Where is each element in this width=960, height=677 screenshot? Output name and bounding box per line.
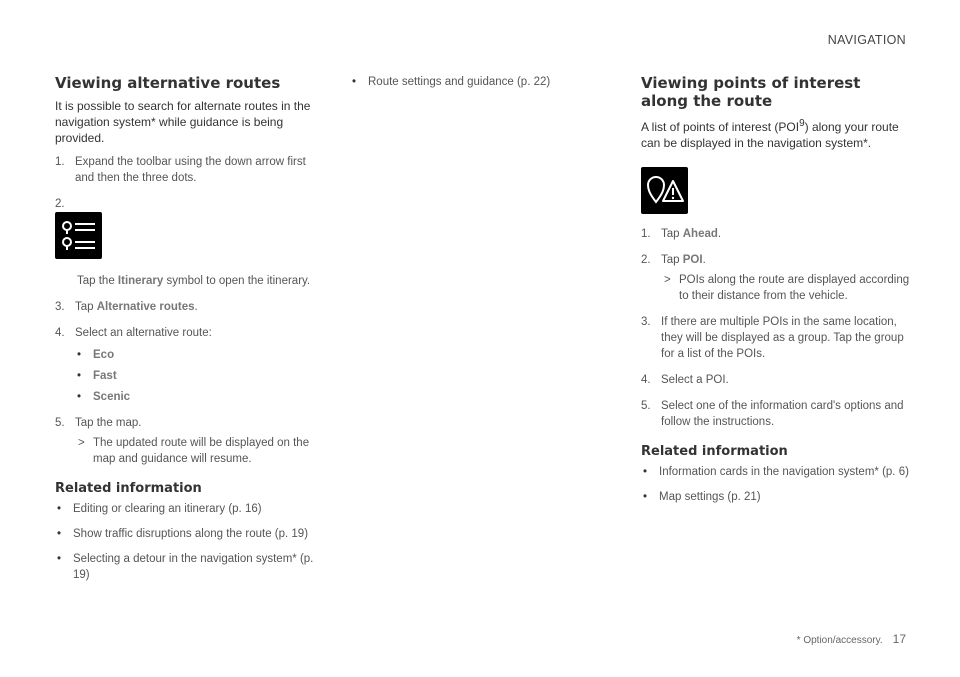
related-link-text[interactable]: Information cards in the navigation system* (p. 6) <box>659 466 909 478</box>
ahead-term: Ahead <box>682 228 718 240</box>
intro-text-start: A list of points of interest (POI <box>641 120 800 134</box>
option-fast <box>75 368 323 384</box>
bullet-dot: • <box>57 503 62 515</box>
related-information <box>641 444 911 505</box>
result-text: POIs along the route are displayed according to their distance from the vehicle. <box>679 274 910 302</box>
related-heading: Related information <box>55 481 202 496</box>
step-number: 4. <box>55 327 65 339</box>
step-number: 2. <box>641 254 651 266</box>
related-link-text[interactable]: Editing or clearing an itinerary (p. 16) <box>73 503 262 515</box>
alternative-routes-term: Alternative routes <box>96 301 195 313</box>
related-link-text[interactable]: Route settings and guidance (p. 22) <box>368 76 551 88</box>
option-eco <box>75 347 323 363</box>
option-scenic <box>75 389 323 405</box>
step-text-after: symbol to open the itinerary. <box>163 275 311 287</box>
route-options <box>75 347 323 405</box>
related-link[interactable] <box>55 551 323 583</box>
step-5 <box>55 415 323 467</box>
step-4 <box>641 372 911 388</box>
section-heading: Viewing points of interest along the route <box>641 74 861 110</box>
intro-text-end: ) along your route can be displayed in the navigation system*. <box>641 120 899 150</box>
bullet-dot: • <box>643 491 648 503</box>
poi-warning-icon <box>641 167 688 214</box>
related-link-text[interactable]: Selecting a detour in the navigation system* (p. 19) <box>73 553 314 581</box>
related-information <box>55 481 323 583</box>
result-marker: > <box>664 274 671 286</box>
bullet-dot: • <box>77 391 82 403</box>
step-number: 3. <box>641 316 651 328</box>
itinerary-term: Itinerary <box>117 275 164 287</box>
step-text: Tap <box>75 301 97 313</box>
bullet-dot: • <box>57 553 62 565</box>
page-footer <box>797 632 906 646</box>
option-label: Eco <box>93 349 115 361</box>
step-result <box>661 272 911 304</box>
left-column <box>55 74 323 592</box>
related-link[interactable] <box>350 74 620 90</box>
step-text: Select an alternative route: <box>75 327 212 339</box>
bullet-dot: • <box>57 528 62 540</box>
step-number: 5. <box>641 400 651 412</box>
step-3 <box>641 314 911 362</box>
step-text: Tap <box>661 254 683 266</box>
page-number: 17 <box>892 632 906 646</box>
section-header: NAVIGATION <box>827 33 906 47</box>
bullet-dot: • <box>77 349 82 361</box>
step-4 <box>55 325 323 405</box>
related-link[interactable] <box>55 526 323 542</box>
step-number: 1. <box>641 228 651 240</box>
related-link-text[interactable]: Show traffic disruptions along the route (p. 19) <box>73 528 309 540</box>
bullet-dot: • <box>77 370 82 382</box>
bullet-dot: • <box>643 466 648 478</box>
step-1 <box>55 154 323 186</box>
section-heading: Viewing alternative routes <box>55 74 281 92</box>
step-text: If there are multiple POIs in the same location, they will be displayed as a group. Tap the group for a list of the POIs. <box>661 316 904 360</box>
related-link-text[interactable]: Map settings (p. 21) <box>659 491 761 503</box>
step-text: Expand the toolbar using the down arrow first and then the three dots. <box>75 156 306 184</box>
bullet-dot: • <box>352 76 357 88</box>
intro-text <box>641 116 911 151</box>
option-label: Fast <box>93 370 117 382</box>
step-number: 4. <box>641 374 651 386</box>
step-1 <box>641 226 911 242</box>
step-result <box>75 435 323 467</box>
result-marker: > <box>78 437 85 449</box>
step-text: Select one of the information card's options and follow the instructions. <box>661 400 904 428</box>
step-number: 2. <box>55 198 65 210</box>
itinerary-icon <box>55 212 102 259</box>
step-text-after: . <box>194 301 198 313</box>
step-5 <box>641 398 911 430</box>
option-label: Scenic <box>93 391 131 403</box>
right-column <box>641 74 911 514</box>
related-link[interactable] <box>55 501 323 517</box>
step-number: 1. <box>55 156 65 168</box>
step-number: 3. <box>55 301 65 313</box>
related-link[interactable] <box>641 464 911 480</box>
result-text: The updated route will be displayed on the map and guidance will resume. <box>93 437 310 465</box>
step-text: Select a POI. <box>661 374 729 386</box>
step-number: 5. <box>55 417 65 429</box>
step-3 <box>55 299 323 315</box>
step-text-after: . <box>717 228 722 240</box>
related-link[interactable] <box>641 489 911 505</box>
step-2 <box>55 196 323 289</box>
middle-column <box>350 74 620 99</box>
step-text-after: . <box>702 254 706 266</box>
step-2 <box>641 252 911 304</box>
footnote-ref: 9 <box>799 118 805 129</box>
poi-term: POI <box>682 254 703 266</box>
step-text: Tap the <box>77 275 118 287</box>
step-text: Tap <box>661 228 683 240</box>
related-heading: Related information <box>641 444 788 459</box>
step-text: Tap the map. <box>75 417 142 429</box>
footnote-option: * Option/accessory. <box>796 635 883 646</box>
intro-text: It is possible to search for alternate routes in the navigation system* while guidance is being provided. <box>55 99 311 145</box>
